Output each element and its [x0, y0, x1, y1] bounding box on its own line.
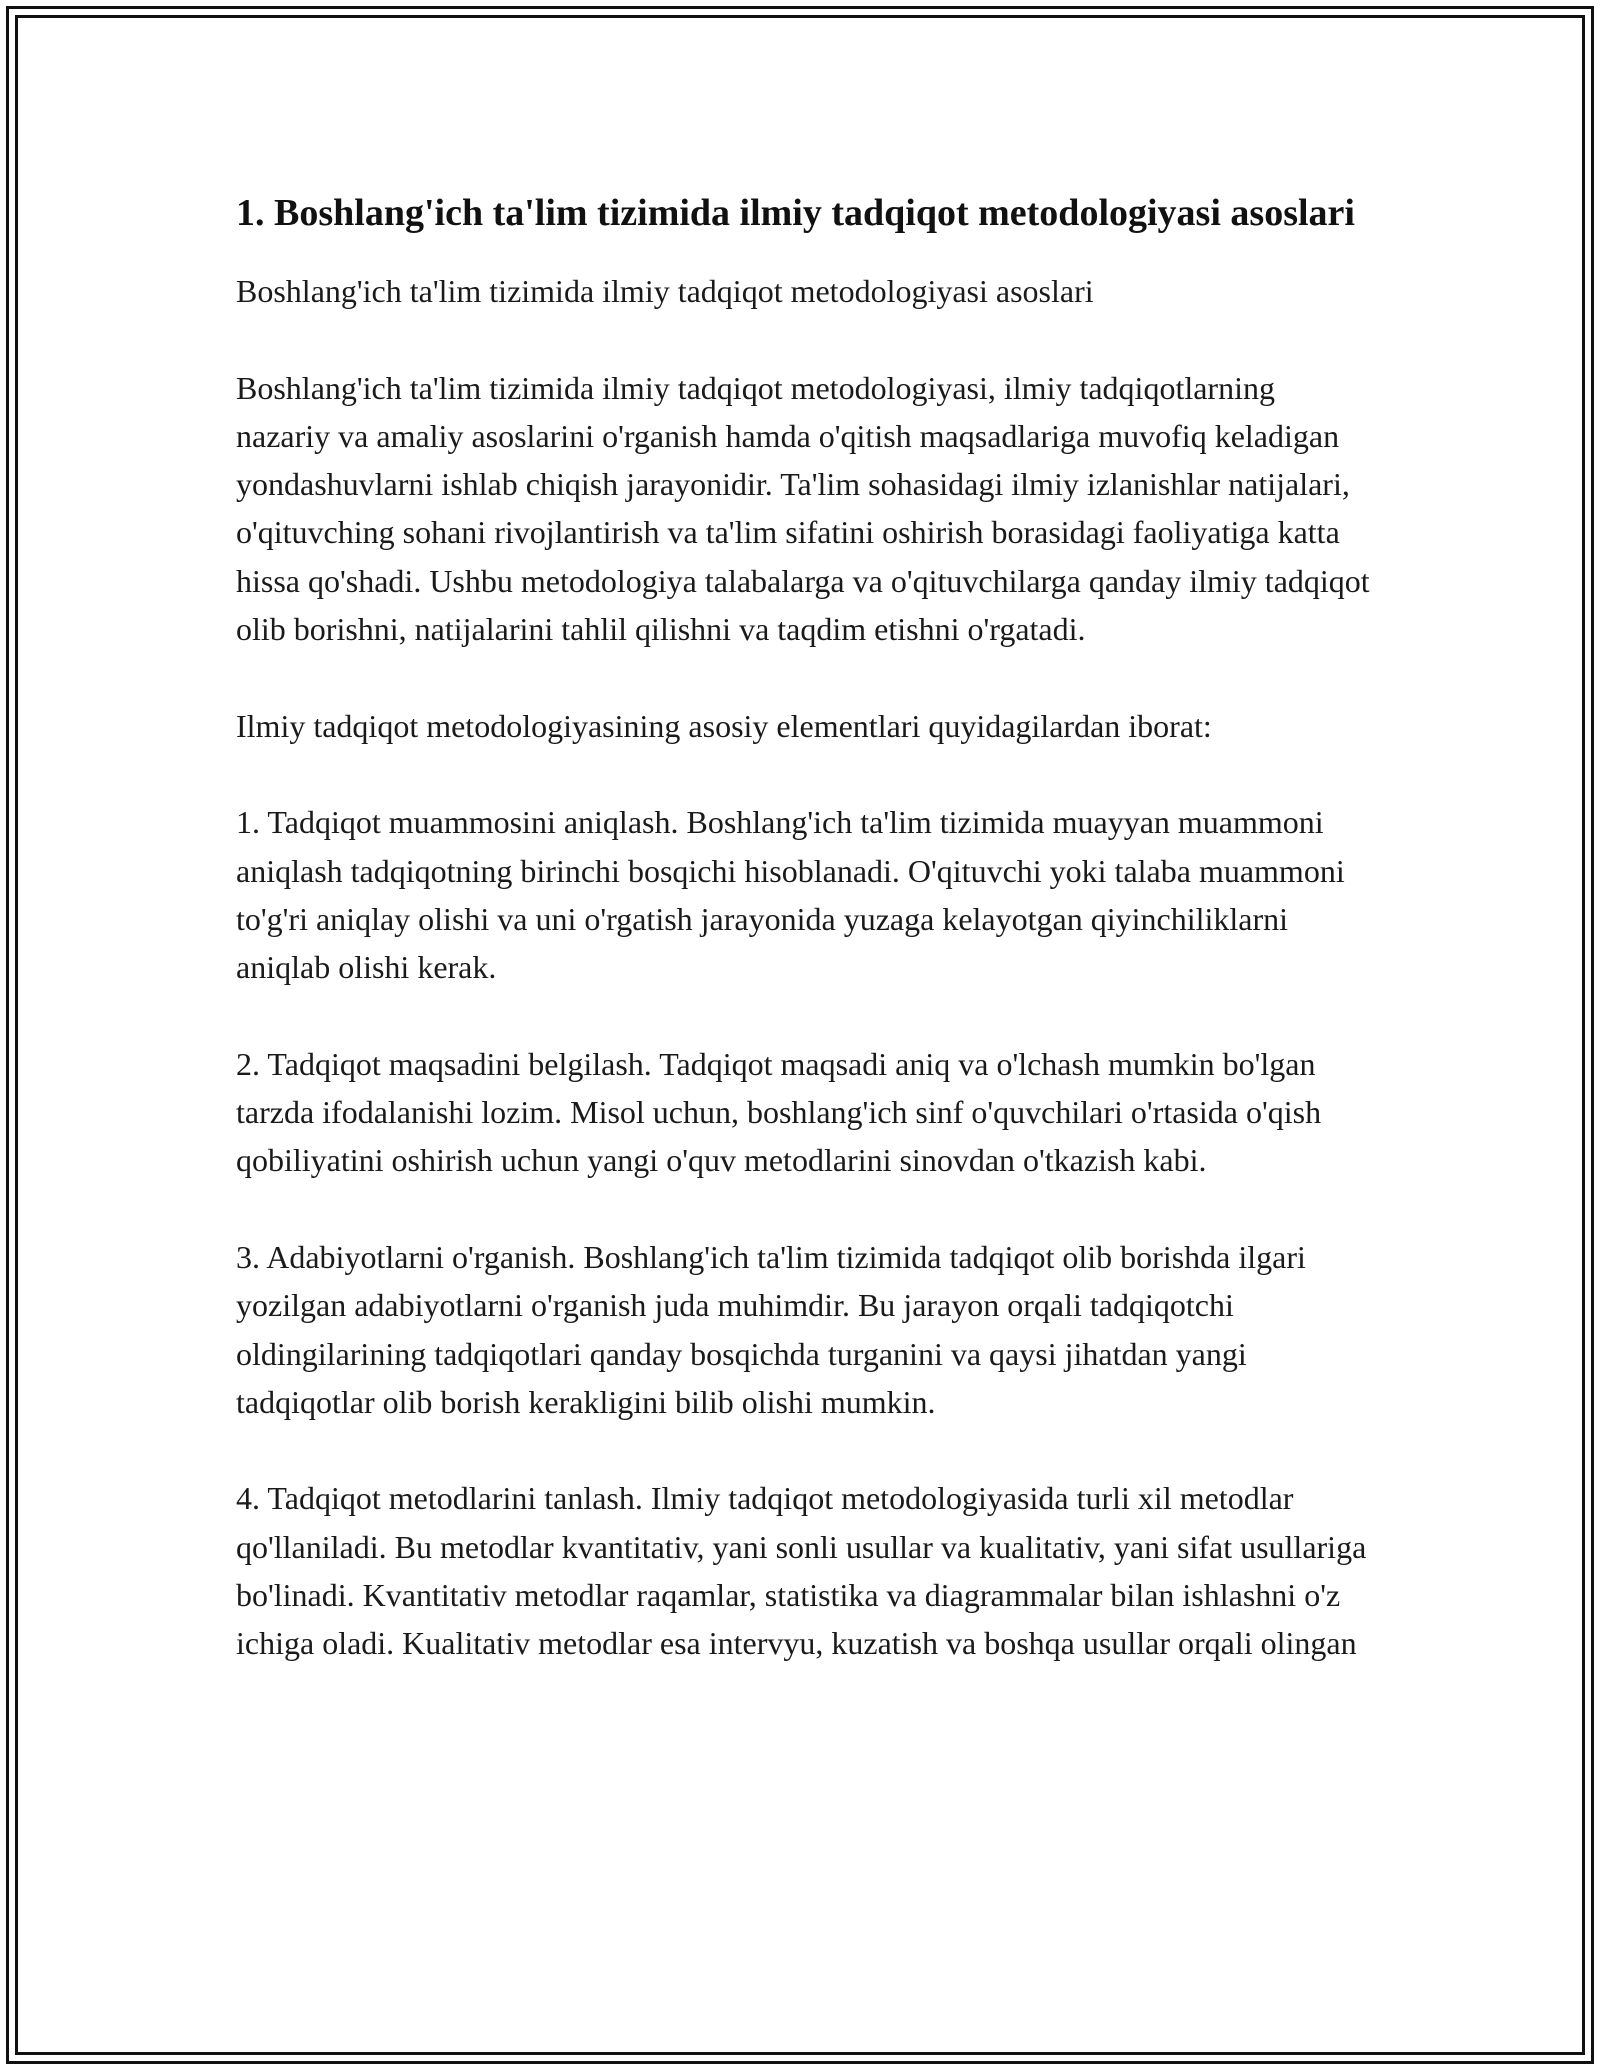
list-item-3-paragraph: 3. Adabiyotlarni o'rganish. Boshlang'ich ta'lim tizimida tadqiqot olib borishda ilgari yozilgan adabiyotlarni o'rganish juda muhimdir. Bu jarayon orqali tadqiqotchi oldingilarining tadqiqotlari qanday bosqichda turganini va qaysi jihatdan yangi tadqiqotlar olib borish kerakligini bilib olishi mumkin. [236, 1238, 1306, 1420]
intro-paragraph: Boshlang'ich ta'lim tizimida ilmiy tadqiqot metodologiyasi, ilmiy tadqiqotlarning nazariy va amaliy asoslarini o'rganish hamda o'qitish maqsadlariga muvofiq keladigan yondashuvlarni ishlab chiqish jarayonidir. Ta'lim sohasidagi ilmiy izlanishlar natijalari, o'qituvching sohani rivojlantirish va ta'lim sifatini oshirish borasidagi faoliyatiga katta hissa qo'shadi. Ushbu metodologiya talabalarga va o'qituvchilarga qanday ilmiy tadqiqot olib borishni, natijalarini tahlil qilishni va taqdim etishni o'rgatadi. [236, 369, 1370, 648]
list-item-4-paragraph: 4. Tadqiqot metodlarini tanlash. Ilmiy tadqiqot metodologiyasida turli xil metodlar qo'llaniladi. Bu metodlar kvantitativ, yani sonli usullar va kualitativ, yani sifat usullariga bo'linadi. Kvantitativ metodlar raqamlar, statistika va diagrammalar bilan ishlashni o'z ichiga oladi. Kualitativ metodlar esa intervyu, kuzatish va boshqa usullar orqali olingan [236, 1480, 1367, 1662]
elements-lead-paragraph: Ilmiy tadqiqot metodologiyasining asosiy elementlari quyidagilardan iborat: [236, 707, 1212, 744]
document-title: 1. Boshlang'ich ta'lim tizimida ilmiy tadqiqot metodologiyasi asoslari [236, 192, 1355, 234]
list-item-2-paragraph: 2. Tadqiqot maqsadini belgilash. Tadqiqot maqsadi aniq va o'lchash mumkin bo'lgan tarzda ifodalanishi lozim. Misol uchun, boshlang'ich sinf o'quvchilari o'rtasida o'qish qobiliyatini oshirish uchun yangi o'quv metodlarini sinovdan o'tkazish kabi. [236, 1045, 1322, 1179]
subtitle-paragraph: Boshlang'ich ta'lim tizimida ilmiy tadqiqot metodologiyasi asoslari [236, 273, 1094, 309]
list-item-1-paragraph: 1. Tadqiqot muammosini aniqlash. Boshlang'ich ta'lim tizimida muayyan muammoni aniqlash tadqiqotning birinchi bosqichi hisoblanadi. O'qituvchi yoki talaba muammoni to'g'ri aniqlay olishi va uni o'rgatish jarayonida yuzaga kelayotgan qiyinchiliklarni aniqlab olishi kerak. [236, 804, 1345, 986]
document-body [236, 186, 1370, 1668]
